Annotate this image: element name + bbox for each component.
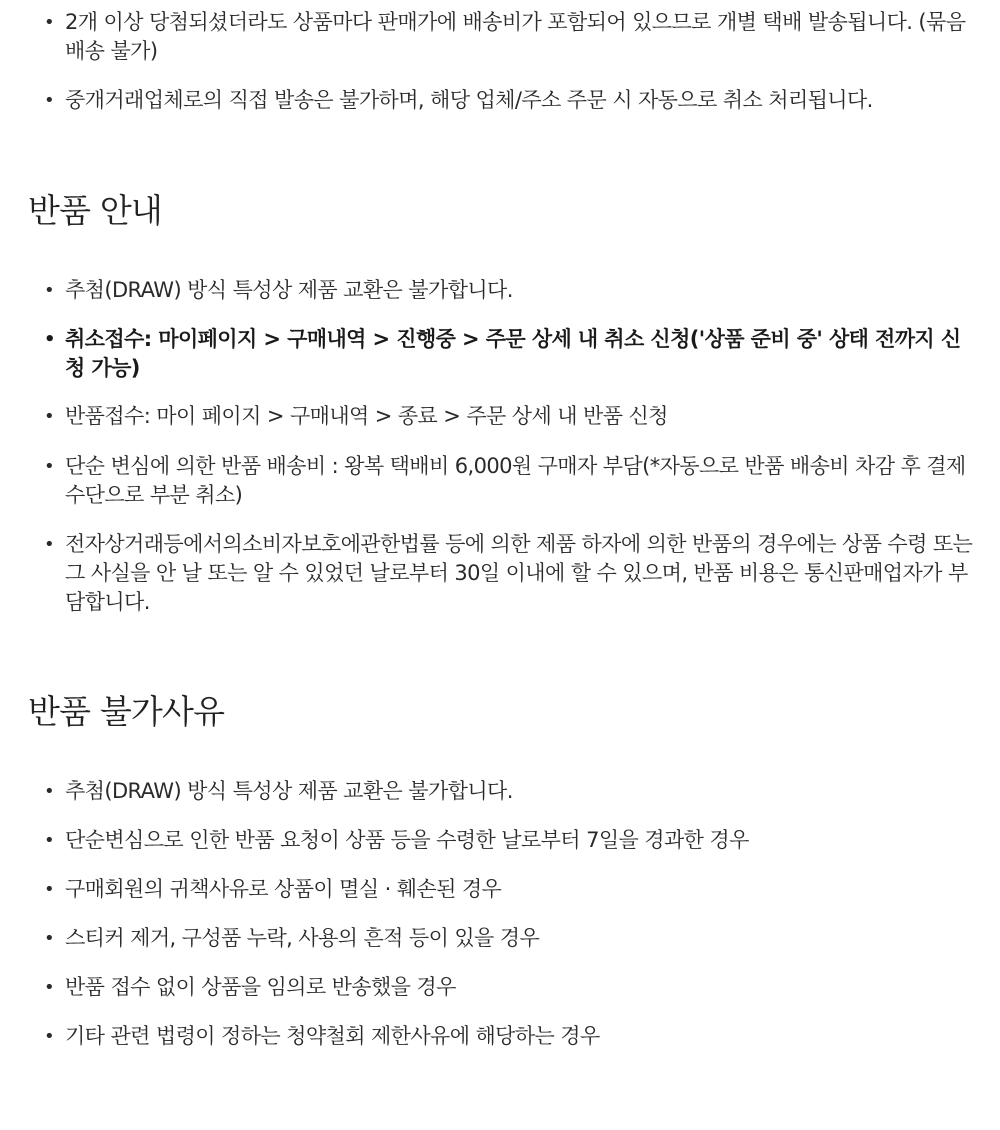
list-item-text: 취소접수: 마이페이지 > 구매내역 > 진행중 > 주문 상세 내 취소 신청('상품 준비 중' 상태 전까지 신청 가능) bbox=[65, 327, 961, 380]
list-item bbox=[44, 1022, 975, 1051]
list-item-text: 반품접수: 마이 페이지 > 구매내역 > 종료 > 주문 상세 내 반품 신청 bbox=[65, 404, 668, 428]
bullet-icon: • bbox=[44, 280, 55, 301]
list-item-text: 단순변심으로 인한 반품 요청이 상품 등을 수령한 날로부터 7일을 경과한 경우 bbox=[65, 828, 749, 852]
list-item bbox=[44, 8, 975, 66]
bullet-icon: • bbox=[44, 1026, 55, 1047]
bullet-icon: • bbox=[44, 977, 55, 998]
list-item bbox=[44, 402, 975, 431]
section-title-return-guide: 반품 안내 bbox=[28, 191, 163, 230]
list-item bbox=[44, 777, 975, 806]
bullet-icon: • bbox=[44, 90, 55, 111]
bullet-icon: • bbox=[44, 12, 55, 33]
list-item bbox=[44, 875, 975, 904]
bullet-icon: • bbox=[44, 928, 55, 949]
list-item-text: 반품 접수 없이 상품을 임의로 반송했을 경우 bbox=[65, 975, 456, 999]
list-item bbox=[44, 973, 975, 1002]
list-item bbox=[44, 826, 975, 855]
bullet-icon: • bbox=[44, 534, 55, 555]
list-item-text: 추첨(DRAW) 방식 특성상 제품 교환은 불가합니다. bbox=[65, 278, 513, 302]
list-item-text: 중개거래업체로의 직접 발송은 불가하며, 해당 업체/주소 주문 시 자동으로 취소 처리됩니다. bbox=[65, 88, 873, 112]
list-item bbox=[44, 86, 975, 115]
list-item-text: 기타 관련 법령이 정하는 청약철회 제한사유에 해당하는 경우 bbox=[65, 1024, 600, 1048]
bullet-icon: • bbox=[44, 879, 55, 900]
list-item bbox=[44, 530, 975, 617]
list-item bbox=[44, 924, 975, 953]
list-item-text: 2개 이상 당첨되셨더라도 상품마다 판매가에 배송비가 포함되어 있으므로 개별 택배 발송됩니다. (묶음 배송 불가) bbox=[65, 10, 966, 63]
list-item-text: 전자상거래등에서의소비자보호에관한법률 등에 의한 제품 하자에 의한 반품의 경우에는 상품 수령 또는 그 사실을 안 날 또는 알 수 있었던 날로부터 30일 이내에 할 수 있으며, 반품 비용은 통신판매업자가 부담합니다. bbox=[65, 532, 973, 614]
bullet-icon: • bbox=[44, 406, 55, 427]
bullet-icon: • bbox=[44, 830, 55, 851]
list-item-text: 구매회원의 귀책사유로 상품이 멸실 · 훼손된 경우 bbox=[65, 877, 502, 901]
list-item bbox=[44, 276, 975, 305]
section-title-return-restrictions: 반품 불가사유 bbox=[28, 692, 225, 731]
list-item-text: 추첨(DRAW) 방식 특성상 제품 교환은 불가합니다. bbox=[65, 779, 513, 803]
list-item-text: 단순 변심에 의한 반품 배송비 : 왕복 택배비 6,000원 구매자 부담(*자동으로 반품 배송비 차감 후 결제 수단으로 부분 취소) bbox=[65, 454, 966, 507]
list-item-cancel-request bbox=[44, 325, 975, 383]
bullet-icon: • bbox=[44, 329, 55, 350]
bullet-icon: • bbox=[44, 456, 55, 477]
list-item bbox=[44, 452, 975, 510]
bullet-icon: • bbox=[44, 781, 55, 802]
list-item-text: 스티커 제거, 구성품 누락, 사용의 흔적 등이 있을 경우 bbox=[65, 926, 540, 950]
